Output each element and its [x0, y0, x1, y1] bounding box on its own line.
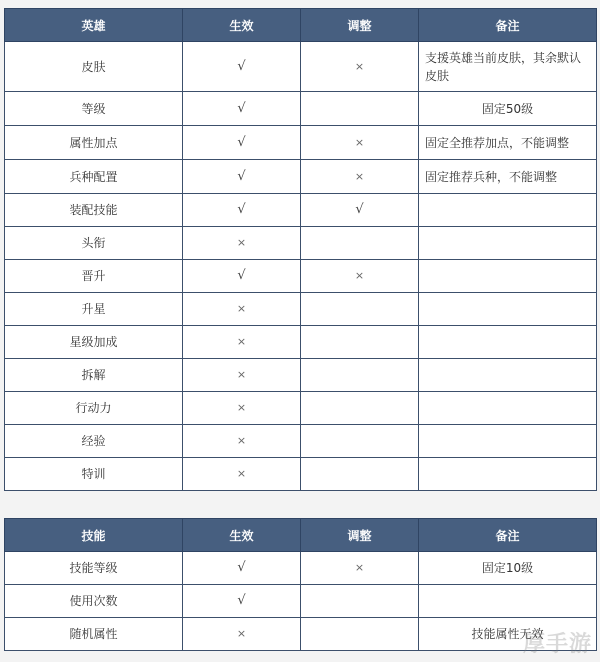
- table-row: [5, 585, 597, 618]
- header-adjust: 调整: [301, 519, 419, 552]
- effect-mark: ×: [183, 392, 301, 425]
- table-row: [5, 194, 597, 227]
- adjust-mark: [301, 92, 419, 126]
- effect-mark: ×: [183, 326, 301, 359]
- table-row: [5, 126, 597, 160]
- effect-mark: ×: [183, 293, 301, 326]
- effect-mark: √: [183, 92, 301, 126]
- adjust-mark: [301, 359, 419, 392]
- row-item: 晋升: [5, 260, 183, 293]
- adjust-mark: [301, 618, 419, 651]
- table-row: [5, 293, 597, 326]
- effect-mark: √: [183, 126, 301, 160]
- row-item: 随机属性: [5, 618, 183, 651]
- header-note: 备注: [419, 9, 597, 42]
- table-row: [5, 392, 597, 425]
- adjust-mark: [301, 392, 419, 425]
- adjust-mark: [301, 326, 419, 359]
- table-row: [5, 552, 597, 585]
- row-item: 装配技能: [5, 194, 183, 227]
- header-adjust: 调整: [301, 9, 419, 42]
- row-item: 经验: [5, 425, 183, 458]
- row-item: 等级: [5, 92, 183, 126]
- effect-mark: ×: [183, 458, 301, 491]
- table-row: [5, 92, 597, 126]
- row-note: [419, 293, 597, 326]
- row-note: 技能属性无效: [419, 618, 597, 651]
- adjust-mark: [301, 293, 419, 326]
- row-item: 星级加成: [5, 326, 183, 359]
- adjust-mark: [301, 585, 419, 618]
- effect-mark: √: [183, 585, 301, 618]
- table-header-row: [5, 519, 597, 552]
- effect-mark: ×: [183, 425, 301, 458]
- adjust-mark: ×: [301, 552, 419, 585]
- adjust-mark: √: [301, 194, 419, 227]
- row-item: 特训: [5, 458, 183, 491]
- row-item: 头衔: [5, 227, 183, 260]
- row-item: 行动力: [5, 392, 183, 425]
- row-note: 固定10级: [419, 552, 597, 585]
- row-note: 固定推荐兵种，不能调整: [419, 160, 597, 194]
- header-hero: 英雄: [5, 9, 183, 42]
- table-header-row: [5, 9, 597, 42]
- adjust-mark: [301, 425, 419, 458]
- table-row: [5, 618, 597, 651]
- effect-mark: ×: [183, 359, 301, 392]
- adjust-mark: ×: [301, 126, 419, 160]
- skill-effect-table: [4, 518, 597, 651]
- row-note: [419, 425, 597, 458]
- effect-mark: √: [183, 42, 301, 92]
- row-note: [419, 227, 597, 260]
- effect-mark: √: [183, 260, 301, 293]
- row-item: 属性加点: [5, 126, 183, 160]
- header-effect: 生效: [183, 519, 301, 552]
- adjust-mark: ×: [301, 260, 419, 293]
- table-row: [5, 260, 597, 293]
- site-watermark: 厚手游: [522, 632, 592, 657]
- row-note: 固定50级: [419, 92, 597, 126]
- adjust-mark: [301, 458, 419, 491]
- row-note: 固定全推荐加点，不能调整: [419, 126, 597, 160]
- effect-mark: √: [183, 552, 301, 585]
- header-skill: 技能: [5, 519, 183, 552]
- header-note: 备注: [419, 519, 597, 552]
- row-note: [419, 194, 597, 227]
- table-row: [5, 160, 597, 194]
- row-note: [419, 359, 597, 392]
- table-row: [5, 227, 597, 260]
- row-item: 使用次数: [5, 585, 183, 618]
- row-note: 支援英雄当前皮肤，其余默认皮肤: [419, 42, 597, 92]
- hero-effect-table: [4, 8, 597, 491]
- row-note: [419, 326, 597, 359]
- table-row: [5, 42, 597, 92]
- row-item: 拆解: [5, 359, 183, 392]
- row-item: 技能等级: [5, 552, 183, 585]
- table-row: [5, 458, 597, 491]
- effect-mark: √: [183, 160, 301, 194]
- row-note: [419, 392, 597, 425]
- adjust-mark: ×: [301, 42, 419, 92]
- row-note: [419, 260, 597, 293]
- effect-mark: ×: [183, 618, 301, 651]
- row-note: [419, 585, 597, 618]
- adjust-mark: ×: [301, 160, 419, 194]
- effect-mark: ×: [183, 227, 301, 260]
- table-row: [5, 359, 597, 392]
- row-item: 升星: [5, 293, 183, 326]
- table-row: [5, 326, 597, 359]
- row-item: 皮肤: [5, 42, 183, 92]
- row-note: [419, 458, 597, 491]
- table-row: [5, 425, 597, 458]
- adjust-mark: [301, 227, 419, 260]
- row-item: 兵种配置: [5, 160, 183, 194]
- header-effect: 生效: [183, 9, 301, 42]
- effect-mark: √: [183, 194, 301, 227]
